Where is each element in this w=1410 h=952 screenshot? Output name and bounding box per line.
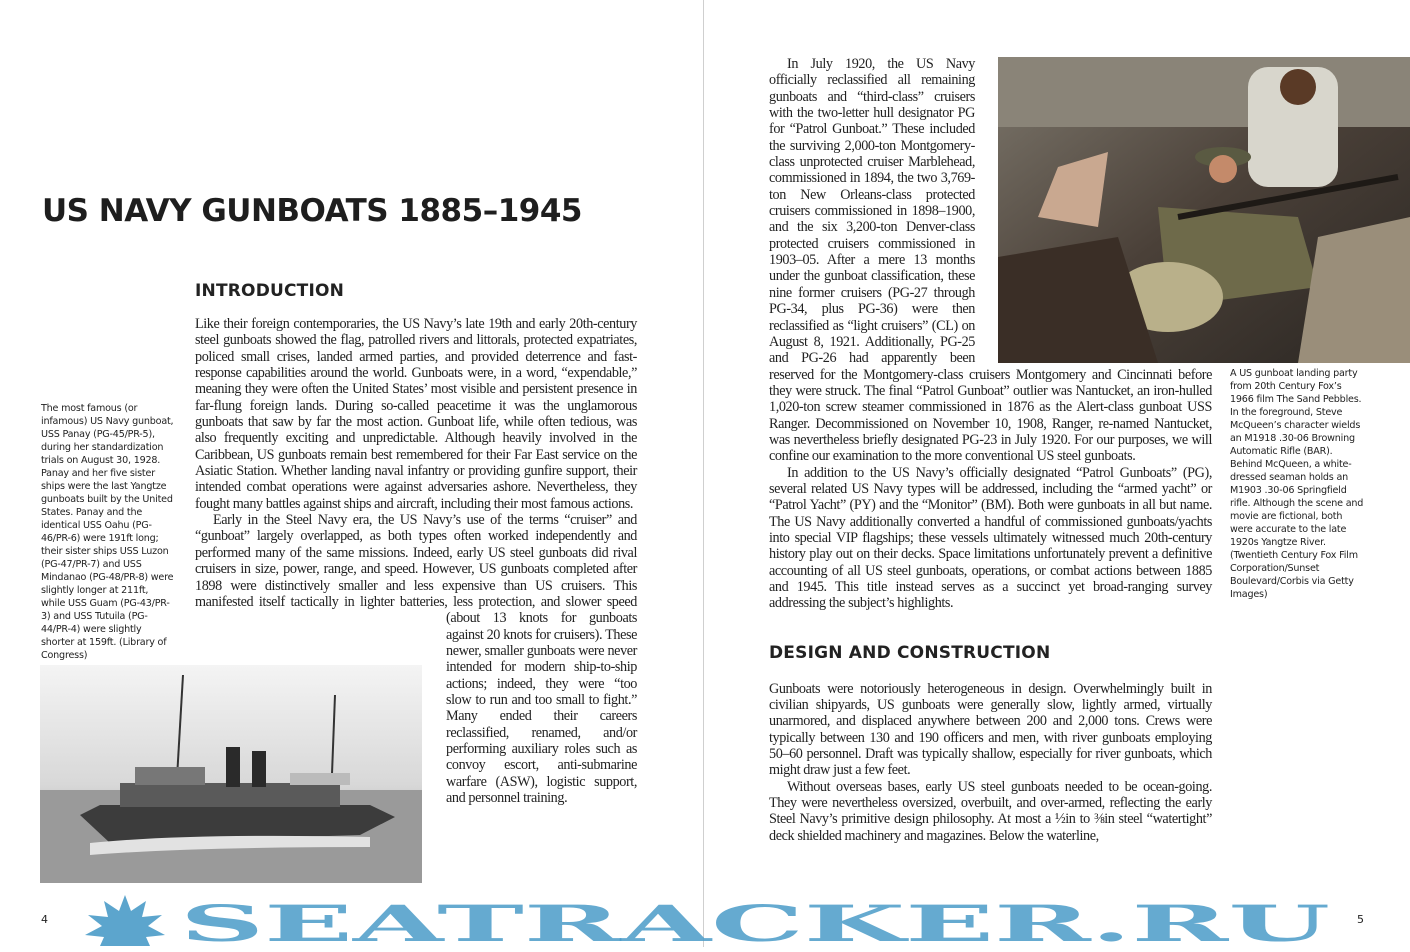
page-number-left: 4 [41,913,48,926]
starburst-icon [85,895,165,946]
gunboat-panay-photo [40,665,422,883]
paragraph-part: cruisers. This manifested itself tactically in lighter batteries, less protection, and slower speed (about 13 knots for gunboats against 20 knots for cruisers). These newer, smaller gunboats were never intended for modern ship-to-ship actions; indeed, they were “too slow to run and too small to fight.” Many ended their careers reclassified, renamed, and/or performing auxiliary roles such as convoy escort, anti-submarine warfare (ASW), logistic support, and personnel training. [195,577,637,806]
page-title: US NAVY GUNBOATS 1885–1945 [42,193,582,229]
paragraph: In addition to the US Navy’s officially designated “Patrol Gunboats” (PG), several related US Navy types will be addressed, including the “armed yacht” or “Patrol Yacht” (PY) and the “Monitor” (BM). Both were gunboats in all but name. The US Navy additionally converted a handful of commissioned gunboats/yachts into special VIP flagships; these vessels ultimately witnessed much 20th-century history play out on their decks. Space limitations unfortunately prevent a definitive accounting of all US steel gunboats, operations, or combat actions between 1885 and 1945. This title instead serves as a succinct yet broad-ranging survey addressing the subject’s highlights. [769,464,1212,612]
design-construction-heading: DESIGN AND CONSTRUCTION [769,642,1051,663]
film-still-caption: A US gunboat landing party from 20th Century Fox’s 1966 film The Sand Pebbles. In the foreground, Steve McQueen’s character wields an M1918 .30-06 Browning Automatic Rifle (BAR). Behind McQueen, a white-dressed seaman holds an M1903 .30-06 Springfield rifle. Although the scene and movie are fictional, both were accurate to the late 1920s Yangtze River. (Twentieth Century Fox Film Corporation/Sunset Boulevard/Corbis via Getty Images) [1230,368,1364,600]
paragraph: Like their foreign contemporaries, the US Navy’s late 19th and early 20th-century steel gunboats showed the flag, patrolled rivers and littorals, protected expatriates, policed small crises, landed armed parties, and provided deterrence and fast-response capabilities around the world. Gunboats were, in a word, “expendable,” meaning they were often the United States’ most visible and persistent presence in far-flung foreign lands. During so-called peacetime it was the unglamorous gunboats that saw by far the most action. Gunboat life, while often tedious, was also frequently exciting and unpredictable. Although heavily involved in the Caribbean, US gunboats remain best remembered for their Far East service on the Asiatic Station. Whether landing naval infantry or providing gunfire support, their intended combat operations were against adversaries ashore. Nevertheless, they fought many battles against ships and aircraft, including their most famous actions. [195,316,637,512]
page-gutter [703,0,704,947]
paragraph-part: Early in the Steel Navy era, the US Navy’s use of the terms “cruiser” and “gunboat” largely overlapped, as both types often worked independently and performed many of the same missions. Indeed, early US steel gunboats did rival cruisers in size, power, range, and speed. However, US gunboats completed after 1898 were distinctively smaller and less expensive than US [195,512,637,594]
seatracker-watermark-logo [0,893,1410,947]
page-number-right: 5 [1357,913,1364,926]
paragraph: Gunboats were notoriously heterogeneous in design. Overwhelmingly built in civilian shipyards, US gunboats were generally slow, lightly armed, virtually unarmored, and displaced anywhere between 200 and 2,000 tons. Crews were typically between 130 and 190 officers and men, with river gunboats employing 50–60 personnel. Draft was typically shallow, especially for river gunboats, which might draw just a few feet. [769,680,1212,779]
sand-pebbles-film-still [998,57,1410,363]
paragraph-part: Additionally, PG-25 and PG-26 had apparently been reserved for the Montgomery-class cruisers Montgomery and Cincinnati before they were struck. The final “Patrol Gunboat” outlier was Nantucket, an iron-hulled 1,020-ton screw steamer commissioned in 1876 as the Alert-class gunboat USS Ranger. Decommissioned on November 10, 1908, Ranger, re-named Nantucket, was nevertheless briefly designated PG-23 in July 1920. For our purposes, we will confine our examination to the more conventional US steel gunboats. [769,333,1212,465]
paragraph-part: In July 1920, the US Navy officially reclassified all remaining gunboats and “third-class” cruisers with the two-letter hull designator PG for “Patrol Gunboat.” These included the surviving 2,000-ton Montgomery-class unprotected cruiser Marblehead, commissioned in 1894, the two 3,769-ton New Orleans-class protected cruisers commissioned in 1898–1900, and the six 3,200-ton Denver-class protected cruisers commissioned in 1903–05. After a mere 13 months under the gunboat classification, these nine former cruisers (PG-27 through PG-34, plus PG-36) were then reclassified as “light cruisers” (CL) on August 8, 1921. [769,56,975,350]
watermark-text: SEATRACKER.RU [180,894,1330,947]
paragraph: Without overseas bases, early US steel gunboats needed to be ocean-going. They were nevertheless oversized, overbuilt, and over-armed, reflecting the early Steel Navy’s primitive design philosophy. At most a ½in to ⅜in steel “watertight” deck shielded machinery and magazines. Below the waterline, [769,778,1212,844]
panay-caption: The most famous (or infamous) US Navy gunboat, USS Panay (PG-45/PR-5), during her standardization trials on August 30, 1928. Panay and her five sister ships were the last Yangtze gunboats built by the United States. Panay and the identical USS Oahu (PG-46/PR-6) were 191ft long; their sister ships USS Luzon (PG-47/PR-7) and USS Mindanao (PG-48/PR-8) were slightly longer at 211ft, while USS Guam (PG-43/PR-3) and USS Tutuila (PG-44/PR-4) were slightly shorter at 159ft. (Library of Congress) [41,403,174,661]
introduction-heading: INTRODUCTION [195,281,345,301]
